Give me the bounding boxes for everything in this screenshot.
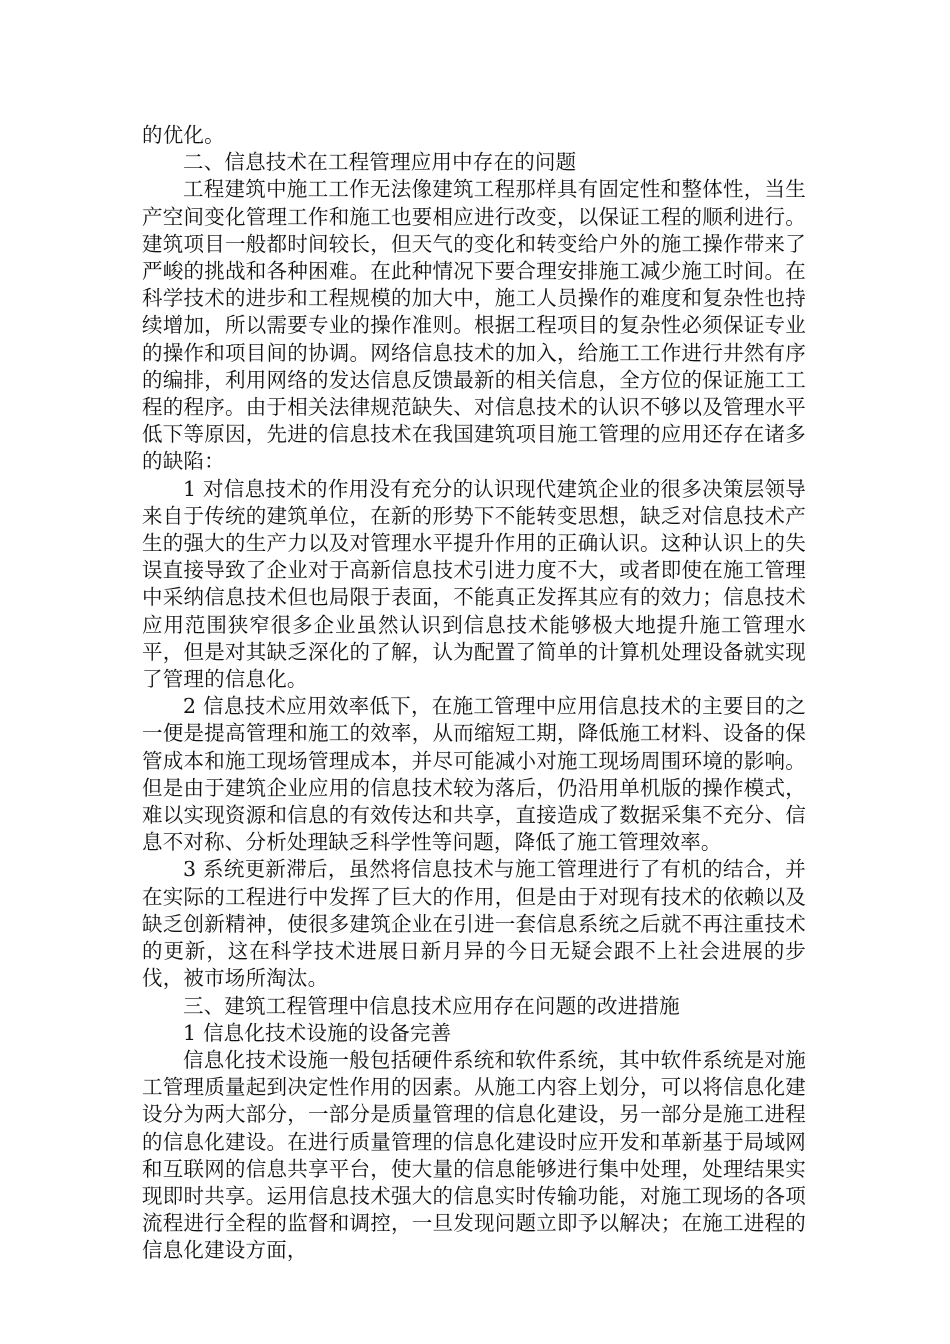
document-page xyxy=(142,122,806,1265)
paragraph-overview: 工程建筑中施工工作无法像建筑工程那样具有固定性和整体性，当生产空间变化管理工作和施工也要相应进行改变，以保证工程的顺利进行。建筑项目一般都时间较长，但天气的变化和转变给户外的施工操作带来了严峻的挑战和各种困难。在此种情况下要合理安排施工减少施工时间。在科学技术的进步和工程规模的加大中，施工人员操作的难度和复杂性也持续增加，所以需要专业的操作准则。根据工程项目的复杂性必须保证专业的操作和项目间的协调。网络信息技术的加入，给施工工作进行井然有序的编排，利用网络的发达信息反馈最新的相关信息，全方位的保证施工工程的程序。由于相关法律规范缺失、对信息技术的认识不够以及管理水平低下等原因，先进的信息技术在我国建筑项目施工管理的应用还存在诸多的缺陷： xyxy=(142,177,806,474)
paragraph-continuation: 的优化。 xyxy=(142,123,225,147)
subsection-heading-1: 1 信息化技术设施的设备完善 xyxy=(183,1020,452,1045)
section-heading-2: 二、信息技术在工程管理应用中存在的问题 xyxy=(183,150,577,175)
paragraph-point-2: 2 信息技术应用效率低下，在施工管理中应用信息技术的主要目的之一便是提高管理和施工的效率，从而缩短工期，降低施工材料、设备的保管成本和施工现场管理成本，并尽可能减小对施工现场周围环境的影响。但是由于建筑企业应用的信息技术较为落后，仍沿用单机版的操作模式，难以实现资源和信息的有效传达和共享，直接造成了数据采集不充分、信息不对称、分析处理缺乏科学性等问题，降低了施工管理效率。 xyxy=(142,694,806,855)
paragraph-facilities: 信息化技术设施一般包括硬件系统和软件系统，其中软件系统是对施工管理质量起到决定性作用的因素。从施工内容上划分，可以将信息化建设分为两大部分，一部分是质量管理的信息化建设，另一部分是施工进程的信息化建设。在进行质量管理的信息化建设时应开发和革新基于局域网和互联网的信息共享平台，使大量的信息能够进行集中处理，处理结果实现即时共享。运用信息技术强大的信息实时传输功能，对施工现场的各项流程进行全程的监督和调控，一旦发现问题立即予以解决；在施工进程的信息化建设方面， xyxy=(142,1047,806,1263)
paragraph-point-1: 1 对信息技术的作用没有充分的认识现代建筑企业的很多决策层领导来自于传统的建筑单位，在新的形势下不能转变思想，缺乏对信息技术产生的强大的生产力以及对管理水平提升作用的正确认识。这种认识上的失误直接导致了企业对于高新信息技术引进力度不大，或者即使在施工管理中采纳信息技术但也局限于表面，不能真正发挥其应有的效力；信息技术应用范围狭窄很多企业虽然认识到信息技术能够极大地提升施工管理水平，但是对其缺乏深化的了解，认为配置了简单的计算机处理设备就实现了管理的信息化。 xyxy=(142,476,806,692)
paragraph-point-3: 3 系统更新滞后，虽然将信息技术与施工管理进行了有机的结合，并在实际的工程进行中发挥了巨大的作用，但是由于对现有技术的依赖以及缺乏创新精神，使很多建筑企业在引进一套信息系统之后就不再注重技术的更新，这在科学技术进展日新月异的今日无疑会跟不上社会进展的步伐，被市场所淘汰。 xyxy=(142,857,806,991)
section-heading-3: 三、建筑工程管理中信息技术应用存在问题的改进措施 xyxy=(183,993,680,1018)
